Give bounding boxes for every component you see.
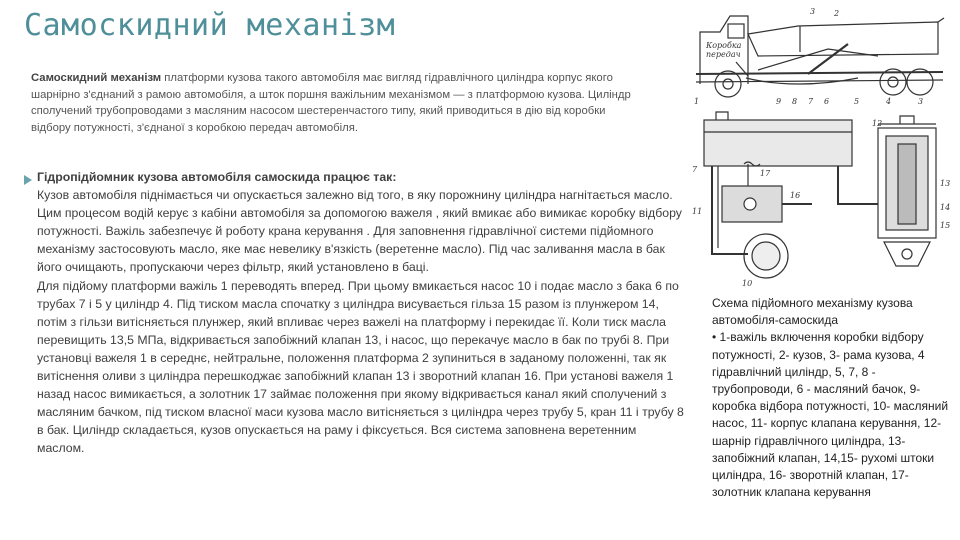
svg-text:6: 6 [824,97,830,106]
page-title: Самоскидний механізм [24,8,396,43]
svg-text:4: 4 [886,97,892,106]
svg-text:11: 11 [692,207,703,216]
intro-lead: Самоскидний механізм [31,72,162,84]
bullet-arrow-icon [24,175,32,185]
svg-text:10: 10 [742,279,753,286]
main-heading: Гідропідйомник кузова автомобіля самоскида працює так: [37,170,397,184]
svg-text:3: 3 [918,97,924,106]
svg-text:Коробка: Коробка [706,41,742,50]
figure-caption [712,295,957,501]
svg-text:передач: передач [706,50,741,59]
svg-text:7: 7 [692,165,698,174]
caption-title: Схема підйомного механізму кузова автомобіля-самоскида [712,296,913,328]
svg-text:14: 14 [940,203,950,212]
svg-text:12: 12 [872,119,883,128]
truck-labels [694,7,923,106]
svg-text:3: 3 [810,7,816,16]
svg-text:1: 1 [694,97,700,106]
svg-text:13: 13 [940,179,950,188]
intro-text: платформи кузова такого автомобіля має вигляд гідравлічного циліндра корпус якого шарнірно з'єднаний з рамою автомобіля, а шток поршня важільним механізмом — з платформою кузова. Циліндр сполучений трубопроводами з масляним насосом шестеренчастого типу, який приводиться в дію від коробки відбору потужності, з'єднаної з коробкою передач автомобіля. [31,72,631,134]
svg-text:17: 17 [760,169,771,178]
svg-text:9: 9 [776,97,782,106]
caption-legend: • 1-важіль включення коробки відбору потужності, 2- кузов, 3- рама кузова, 4 гідравлічний циліндр, 5, 7, 8 - трубопроводи, 6 - масляний бачок, 9- коробка відбора потужності, 10- масляний насос, 11- корпус клапана керування, 12- шарнір гідравлічного циліндра, 13- запобіжний клапан, 14,15- рухомі штоки циліндра, 16- зворотній клапан, 17- золотник клапана керування [712,330,949,500]
main-text [37,168,687,458]
svg-text:8: 8 [792,97,798,106]
main-paragraph-2: Для підйому платформи важіль 1 переводять вперед. При цьому вмикається насос 10 і подає масло з бака 6 по трубах 7 і 5 у циліндр 4. Під тиском масла спочатку з циліндра висувається гільза 15 разом із плунжером 14, потім з гільзи витісняється плунжер, який впливає через важелі на платформу і перекидає її. Коли тиск масла перевищить 13,5 МПа, відкривається запобіжний клапан 13, і насос, що перекачує масло в бак по трубі 8. При установці важеля 1 в середнє, нейтральне, положення платформа 2 зупиниться в заданому положенні, так як витіснення оливи з циліндра перешкоджає запобіжний клапан 13 і зворотний клапан 16. При установі важеля 1 назад насос вимикається, а золотник 17 займає положення при якому відкривається канал який сполучений з масляним бачком, під тиском власної маси кузова масло витісняється з циліндра через трубу 5, кран 11 і трубу 8 в бак. Циліндр складається, кузов опускається на раму і фіксується. Вся система заповнена веретенним маслом. [37,278,684,456]
dump-truck-hydraulic-diagram [688,4,950,286]
hydraulic-drawing [704,112,936,278]
svg-text:16: 16 [790,191,801,200]
svg-text:7: 7 [808,97,814,106]
svg-text:5: 5 [854,97,860,106]
main-paragraph-1: Кузов автомобіля піднімається чи опускається залежно від того, в яку порожнину циліндра нагнітається масло. Цим процесом водій керує з кабіни автомобіля за допомогою важеля , який вмикає або вимикає коробку відбору потужності. Важіль забезпечує й роботу крана керування . Для заповнення гідравлічної системи підйомного механізму застосовують масло, яке має невелику в'язкість (веретенне масло). Під час заливання масла в бак його очищають, пропускаючи через фільтр, який установлено в баці. [37,188,682,275]
svg-text:15: 15 [940,221,950,230]
intro-paragraph [31,70,641,136]
svg-text:2: 2 [834,9,840,18]
